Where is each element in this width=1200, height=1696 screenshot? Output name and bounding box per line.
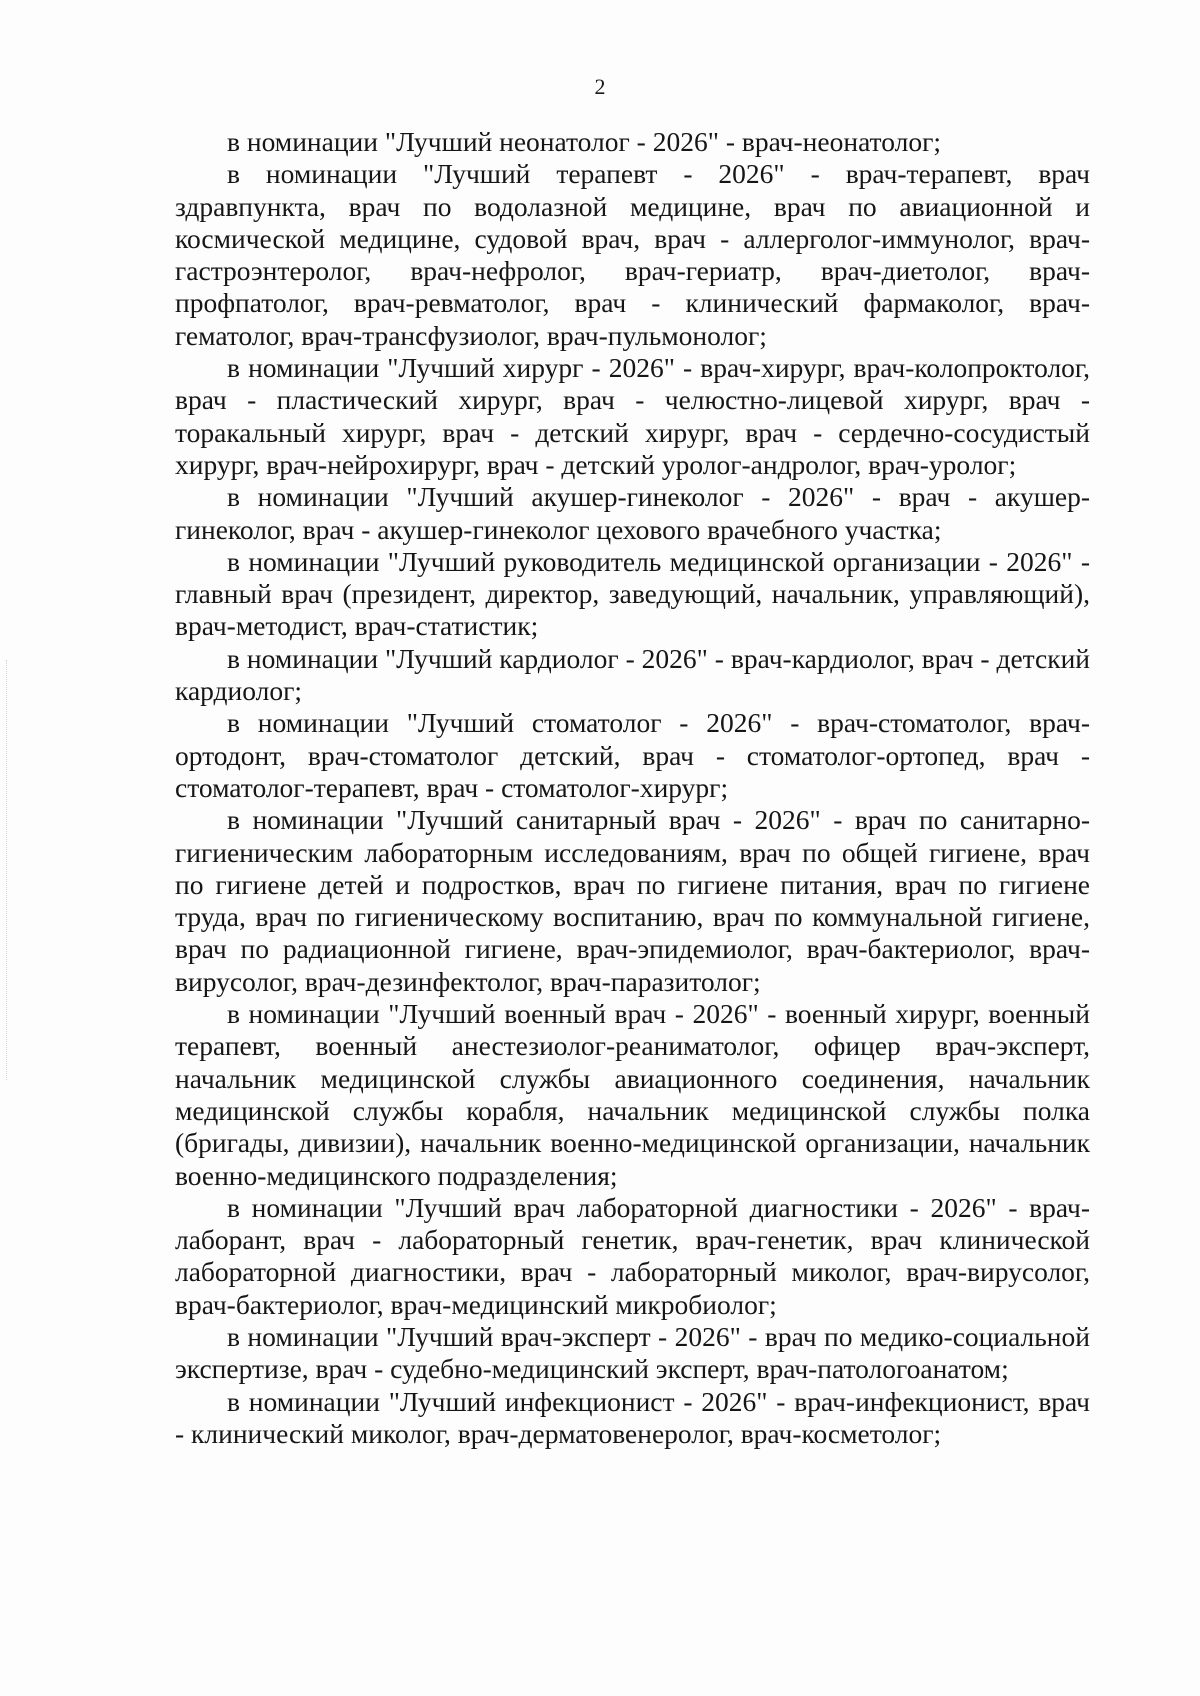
paragraph-dentist: в номинации "Лучший стоматолог - 2026" - врач-стоматолог, врач-ортодонт, врач-стоматолог детский, врач - стоматолог-ортопед, врач - стоматолог-терапевт, врач - стоматолог-хирург; [175,707,1090,803]
paragraph-expert-doctor: в номинации "Лучший врач-эксперт - 2026" - врач по медико-социальной экспертизе, врач - судебно-медицинский эксперт, врач-патологоанатом; [175,1320,1090,1385]
paragraph-cardiologist: в номинации "Лучший кардиолог - 2026" - врач-кардиолог, врач - детский кардиолог; [175,642,1090,707]
paragraph-obstetrician: в номинации "Лучший акушер-гинеколог - 2026" - врач - акушер-гинеколог, врач - акушер-гинеколог цехового врачебного участка; [175,481,1090,545]
paragraph-laboratory-doctor: в номинации "Лучший врач лабораторной диагностики - 2026" - врач-лаборант, врач - лабораторный генетик, врач-генетик, врач клинической лабораторной диагностики, врач - лабораторный миколог, врач-вирусолог, врач-бактериолог, врач-медицинский микробиолог; [175,1191,1090,1320]
page-number: 2 [594,74,606,99]
paragraph-neonatologist: в номинации "Лучший неонатолог - 2026" - врач-неонатолог; [227,126,941,157]
paragraph-head-of-organization: в номинации "Лучший руководитель медицинской организации - 2026" - главный врач (президент, директор, заведующий, начальник, управляющий), врач-методист, врач-статистик; [175,545,1090,642]
paragraph-therapist: в номинации "Лучший терапевт - 2026" - врач-терапевт, врач здравпункта, врач по водолазной медицине, врач по авиационной и космической медицине, судовой врач, врач - аллерголог-иммунолог, врач-гастроэнтеролог, врач-нефролог, врач-гериатр, врач-диетолог, врач-профпатолог, врач-ревматолог, врач - клинический фармаколог, врач-гематолог, врач-трансфузиолог, врач-пульмонолог; [175,158,1090,351]
paragraph-infectionist: в номинации "Лучший инфекционист - 2026" - врач-инфекционист, врач - клинический миколог, врач-дерматовенеролог, врач-косметолог; [175,1385,1090,1449]
paragraph-surgeon: в номинации "Лучший хирург - 2026" - врач-хирург, врач-колопроктолог, врач - пластический хирург, врач - челюстно-лицевой хирург, врач - торакальный хирург, врач - детский хирург, врач - сердечно-сосудистый хирург, врач-нейрохирург, врач - детский уролог-андролог, врач-уролог; [175,352,1090,480]
paragraph-military-doctor: в номинации "Лучший военный врач - 2026" - военный хирург, военный терапевт, военный анестезиолог-реаниматолог, офицер врач-эксперт, начальник медицинской службы авиационного соединения, начальник медицинской службы корабля, начальник медицинской службы полка (бригады, дивизии), начальник военно-медицинской организации, начальник военно-медицинского подразделения; [175,998,1090,1191]
paragraph-sanitary-doctor: в номинации "Лучший санитарный врач - 2026" - врач по санитарно-гигиеническим лабораторным исследованиям, врач по общей гигиене, врач по гигиене детей и подростков, врач по гигиене питания, врач по гигиене труда, врач по гигиеническому воспитанию, врач по коммунальной гигиене, врач по радиационной гигиене, врач-эпидемиолог, врач-бактериолог, врач-вирусолог, врач-дезинфектолог, врач-паразитолог; [175,804,1090,997]
scan-margin-artifact [6,660,10,1080]
document-body [175,126,1090,1450]
